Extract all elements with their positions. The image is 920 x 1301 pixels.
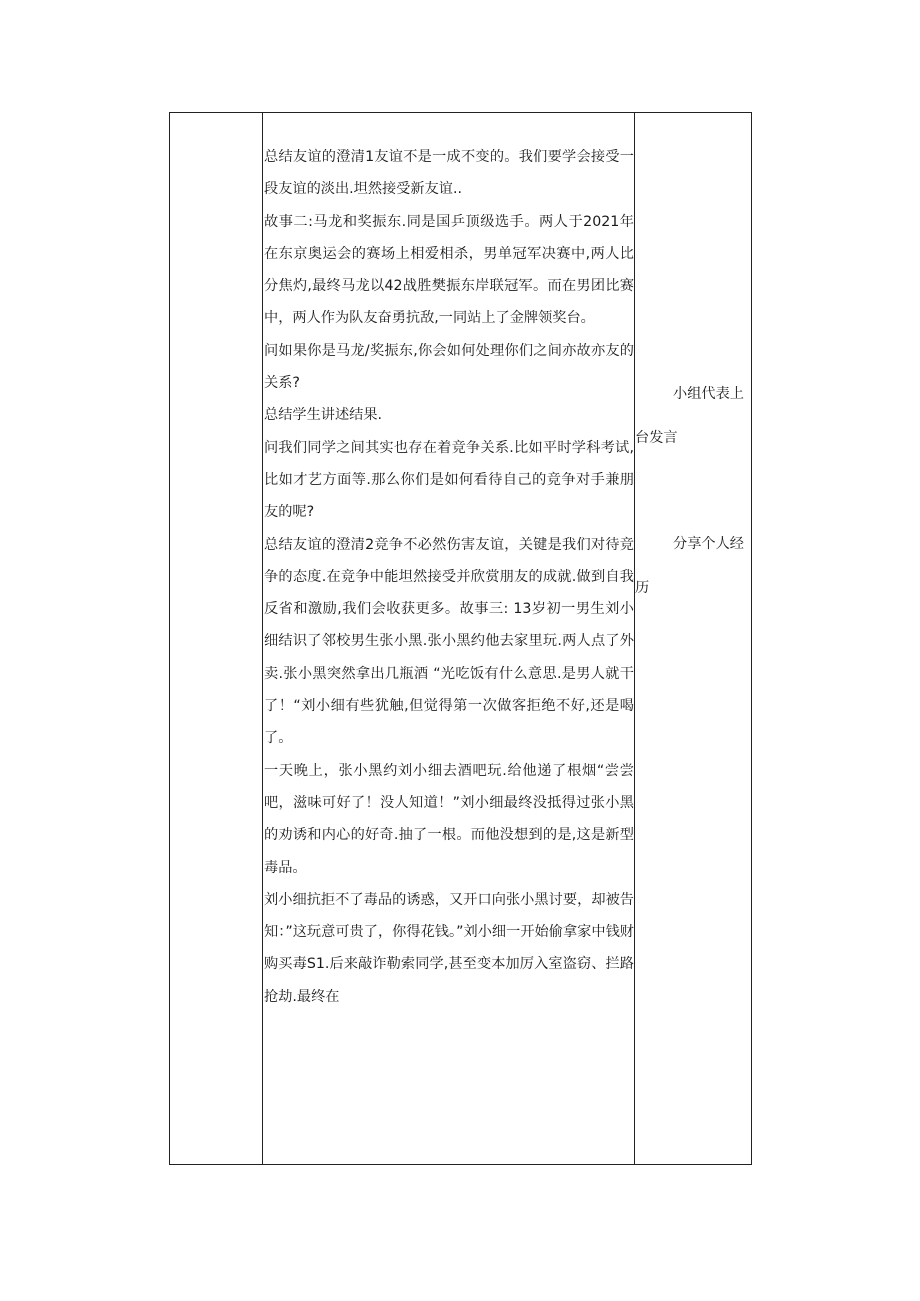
paragraph-story-two: 故事二:马龙和奖振东.同是国乒顶级选手。两人于2021年在东京奥运会的赛场上相爱相杀，男单冠军决赛中,两人比分焦灼,最终马龙以42战胜樊振东岸联冠军。而在男团比赛中，两人作为队友奋勇抗敌,一同站上了金牌领奖台。 — [264, 213, 634, 327]
paragraph-story-three-part-3: 刘小细抗拒不了毒品的诱惑，又开口向张小黑讨要，却被告知：”这玩意可贵了，你得花钱。”刘小细一开始偷拿家中钱财购买毒S1.后来敲诈勒索同学,甚至变本加厉入室盗窃、拦路抢劫.最终在 — [264, 891, 634, 1005]
blank-cell — [170, 113, 263, 1165]
paragraph-question-1: 问如果你是马龙/奖振东,你会如何处理你们之间亦故亦友的关系? — [264, 342, 634, 392]
teaching-content-cell — [263, 113, 635, 1165]
paragraph-question-2: 问我们同学之间其实也存在着竞争关系.比如平时学科考试,比如才艺方面等.那么你们是如何看待自己的竞争对手兼朋友的呢? — [264, 439, 634, 521]
table-row — [170, 113, 752, 1165]
activity-group-presentation: 小组代表上台发言 — [635, 386, 744, 446]
activity-share-experience: 分享个人经历 — [635, 536, 744, 596]
paragraph-friendship-summary-1: 总结友谊的澄清1友谊不是一成不变的。我们要学会接受一段友谊的淡出.坦然接受新友谊.. — [264, 149, 634, 198]
student-activity-cell — [635, 113, 752, 1165]
lesson-plan-table — [169, 112, 752, 1165]
paragraph-story-three-part-2: 一天晚上，张小黑约刘小细去酒吧玩.给他递了根烟“尝尝吧，滋味可好了！没人知道！”刘小细最终没抵得过张小黑的劝诱和内心的好奇.抽了一根。而他没想到的是,这是新型毒品。 — [264, 762, 634, 876]
paragraph-friendship-summary-2: 总结友谊的澄清2竞争不必然伤害友谊，关键是我们对待竞争的态度.在竞争中能坦然接受并欣赏朋友的成就.做到自我反省和激励,我们会收获更多。故事三: 13岁初一男生刘小细结识了邻校男生张小黑.张小黑约他去家里玩.两人点了外卖.张小黑突然拿出几瓶酒 “光吃饭有什么意思.是男人就干了！“刘小细有些犹触,但觉得第一次做客拒绝不好,还是喝了。 — [264, 536, 634, 747]
paragraph-summary-students: 总结学生讲述结果. — [264, 407, 383, 424]
